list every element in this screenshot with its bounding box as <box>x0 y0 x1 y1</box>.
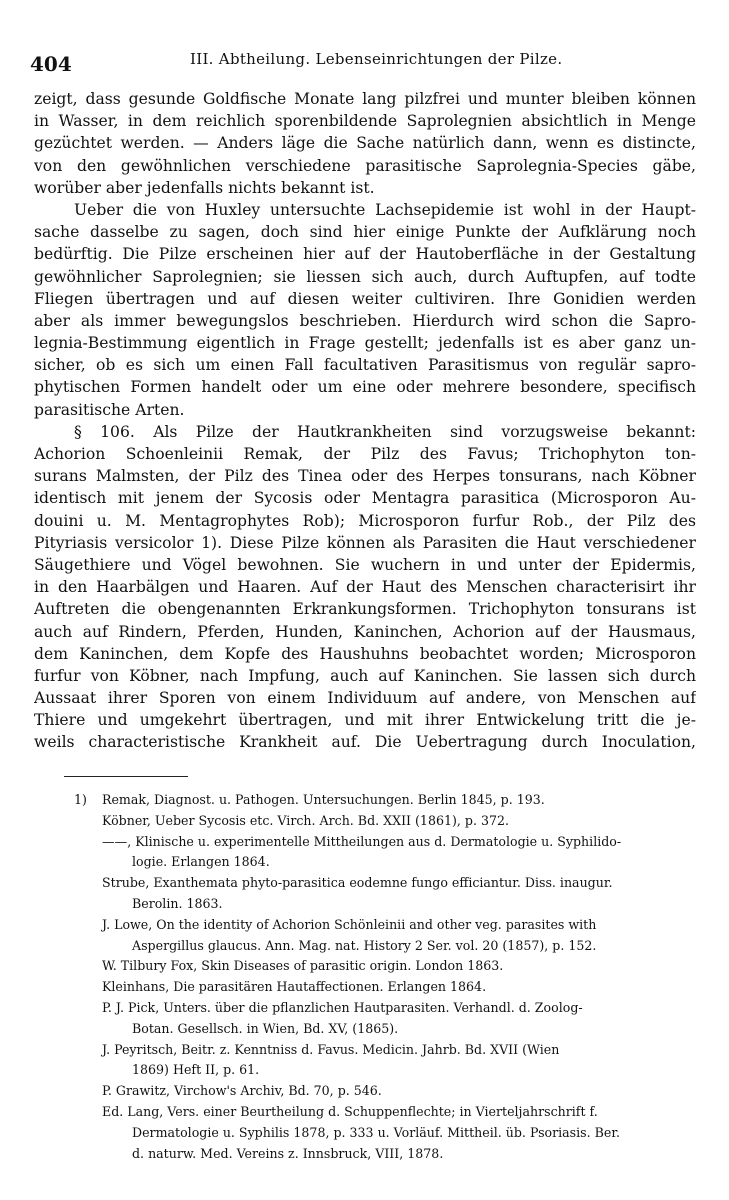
body-line: furfur von Köbner, nach Impfung, auch auf Kaninchen. Sie lassen sich durch <box>34 666 696 685</box>
body-line: aber als immer bewegungslos beschrieben. Hierdurch wird schon die Sapro- <box>34 311 696 330</box>
body-line: zeigt, dass gesunde Goldfische Monate lang pilzfrei und munter bleiben können <box>34 90 696 108</box>
body-line: Aussaat ihrer Sporen von einem Individuum auf andere, von Menschen auf <box>34 689 696 708</box>
body-line: Achorion Schoenleinii Remak, der Pilz des Favus; Trichophyton ton- <box>34 445 696 463</box>
footnote-rule <box>64 776 188 777</box>
footnote-text: Remak, Diagnost. u. Pathogen. Untersuchungen. Berlin 1845, p. 193. <box>102 792 545 807</box>
footnote-line: Dermatologie u. Syphilis 1878, p. 333 u. Vorläuf. Mittheil. üb. Psoriasis. Ber. <box>132 1124 620 1140</box>
footnote-line: J. Lowe, On the identity of Achorion Schönleinii and other veg. parasites with <box>102 916 597 932</box>
body-line: dem Kaninchen, dem Kopfe des Haushuhns beobachtet worden; Microsporon <box>34 644 696 663</box>
body-line: parasitische Arten. <box>34 400 185 419</box>
body-line: legnia-Bestimmung eigentlich in Frage gestellt; jedenfalls ist es aber ganz un- <box>34 334 696 353</box>
body-line: gewöhnlicher Saprolegnien; sie liessen sich auch, durch Auftupfen, auf todte <box>34 267 696 286</box>
page-number: 404 <box>30 52 72 76</box>
footnote-line: P. Grawitz, Virchow's Archiv, Bd. 70, p. 546. <box>102 1083 382 1099</box>
body-line: von den gewöhnlichen verschiedene parasitische Saprolegnia-Species gäbe, <box>34 156 696 175</box>
body-line: douini u. M. Mentagrophytes Rob); Microsporon furfur Rob., der Pilz des <box>34 511 696 530</box>
footnote-line: J. Peyritsch, Beitr. z. Kenntniss d. Favus. Medicin. Jahrb. Bd. XVII (Wien <box>102 1041 560 1057</box>
footnote-line: Strube, Exanthemata phyto-parasitica eodemne fungo efficiantur. Diss. inaugur. <box>102 875 613 891</box>
body-line: Säugethiere und Vögel bewohnen. Sie wuchern in und unter der Epidermis, <box>34 555 696 574</box>
footnote-line: P. J. Pick, Unters. über die pflanzlichen Hautparasiten. Verhandl. d. Zoolog- <box>102 999 583 1015</box>
body-line: Thiere und umgekehrt übertragen, und mit ihrer Entwickelung tritt die je- <box>34 711 696 730</box>
body-line: surans Malmsten, der Pilz des Tinea oder des Herpes tonsurans, nach Köbner <box>34 467 696 486</box>
body-line: sache dasselbe zu sagen, doch sind hier einige Punkte der Aufklärung noch <box>34 223 696 242</box>
footnote-line: W. Tilbury Fox, Skin Diseases of parasitic origin. London 1863. <box>102 958 504 974</box>
body-line: Auftreten die obengenannten Erkrankungsformen. Trichophyton tonsurans ist <box>34 600 696 619</box>
body-line: Ueber die von Huxley untersuchte Lachsepidemie ist wohl in der Haupt- <box>74 200 696 219</box>
body-text <box>34 88 696 754</box>
body-line: identisch mit jenem der Sycosis oder Mentagra parasitica (Microsporon Au- <box>34 489 696 508</box>
body-line: sicher, ob es sich um einen Fall facultativen Parasitismus von regulär sapro- <box>34 356 696 375</box>
body-line: phytischen Formen handelt oder um eine oder mehrere besondere, specifisch <box>34 378 696 397</box>
body-line: Pityriasis versicolor 1). Diese Pilze können als Parasiten die Haut verschiedener <box>34 533 696 552</box>
body-line: in Wasser, in dem reichlich sporenbildende Saprolegnien absichtlich in Menge <box>34 112 696 131</box>
body-line: bedürftig. Die Pilze erscheinen hier auf der Hautoberfläche in der Gestaltung <box>34 245 696 264</box>
footnote-line: ——, Klinische u. experimentelle Mittheilungen aus d. Dermatologie u. Syphilido- <box>102 833 622 849</box>
body-line: Fliegen übertragen und auf diesen weiter cultiviren. Ihre Gonidien werden <box>34 289 696 308</box>
footnote-line: logie. Erlangen 1864. <box>132 854 270 870</box>
body-line: weils characteristische Krankheit auf. Die Uebertragung durch Inoculation, <box>34 733 696 752</box>
footnote-line: Aspergillus glaucus. Ann. Mag. nat. History 2 Ser. vol. 20 (1857), p. 152. <box>132 937 597 953</box>
footnote-line: Köbner, Ueber Sycosis etc. Virch. Arch. Bd. XXII (1861), p. 372. <box>102 812 510 828</box>
page-header <box>30 46 700 74</box>
footnotes <box>74 790 708 1164</box>
body-line: worüber aber jedenfalls nichts bekannt ist. <box>34 178 375 197</box>
footnote-line: Kleinhans, Die parasitären Hautaffectionen. Erlangen 1864. <box>102 979 487 995</box>
body-line: auch auf Rindern, Pferden, Hunden, Kaninchen, Achorion auf der Hausmaus, <box>34 622 696 641</box>
footnote-line <box>74 790 708 811</box>
footnote-line: Berolin. 1863. <box>132 895 223 911</box>
footnote-marker: 1) <box>74 792 87 807</box>
footnote-line: d. naturw. Med. Vereins z. Innsbruck, VIII, 1878. <box>132 1145 444 1161</box>
footnote-line: 1869) Heft II, p. 61. <box>132 1062 260 1078</box>
footnote-line: Botan. Gesellsch. in Wien, Bd. XV, (1865). <box>132 1020 399 1036</box>
section-heading-line: § 106. Als Pilze der Hautkrankheiten sind vorzugsweise bekannt: <box>74 422 696 441</box>
body-line: gezüchtet werden. — Anders läge die Sache natürlich dann, wenn es distincte, <box>34 134 696 153</box>
body-line: in den Haarbälgen und Haaren. Auf der Haut des Menschen characterisirt ihr <box>34 578 696 597</box>
footnote-line: Ed. Lang, Vers. einer Beurtheilung d. Schuppenflechte; in Vierteljahrschrift f. <box>102 1103 598 1119</box>
running-head: III. Abtheilung. Lebenseinrichtungen der Pilze. <box>190 50 563 68</box>
